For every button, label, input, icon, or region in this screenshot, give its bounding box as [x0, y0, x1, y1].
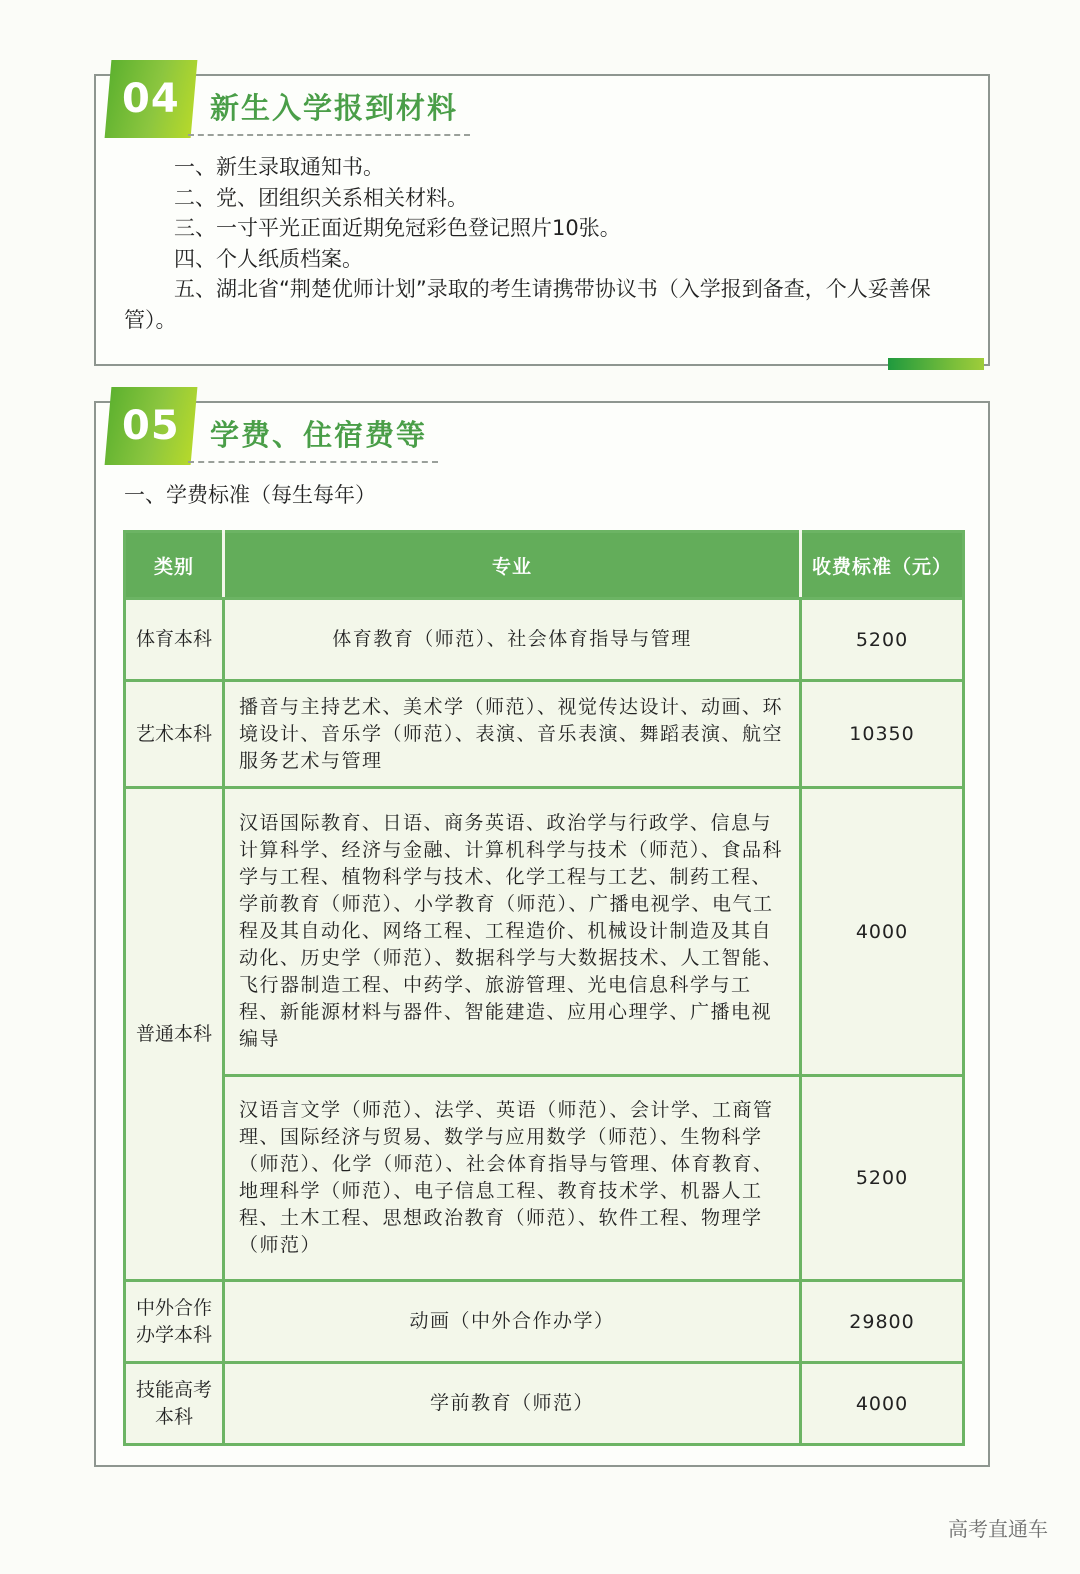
- tuition-subheading: 一、学费标准（每生每年）: [124, 483, 376, 507]
- list-item: 四、个人纸质档案。: [174, 246, 363, 271]
- fee-cell: 5200: [801, 599, 964, 681]
- section-number-badge: 04: [105, 60, 198, 138]
- header-major: 专业: [224, 532, 801, 599]
- table-row: [125, 1363, 964, 1445]
- list-item: 三、一寸平光正面近期免冠彩色登记照片10张。: [174, 216, 621, 240]
- category-cell: 艺术本科: [125, 681, 224, 788]
- materials-list: [124, 152, 964, 335]
- table-row: [125, 681, 964, 788]
- major-cell: 汉语言文学（师范）、法学、英语（师范）、会计学、工商管理、国际经济与贸易、数学与应用数学（师范）、生物科学（师范）、化学（师范）、社会体育指导与管理、体育教育、地理科学（师范）、电子信息工程、教育技术学、机器人工程、土木工程、思想政治教育（师范）、软件工程、物理学（师范）: [224, 1076, 801, 1281]
- section-title: 学费、住宿费等: [210, 418, 428, 452]
- dashed-divider: [188, 134, 470, 136]
- dashed-divider: [188, 461, 438, 463]
- section-number-badge: 05: [105, 387, 198, 465]
- major-cell: 体育教育（师范）、社会体育指导与管理: [224, 599, 801, 681]
- category-cell: 普通本科: [125, 788, 224, 1281]
- fee-cell: 5200: [801, 1076, 964, 1281]
- list-item: 一、新生录取通知书。: [174, 155, 384, 179]
- major-cell: 学前教育（师范）: [224, 1363, 801, 1445]
- category-cell: 技能高考本科: [125, 1363, 224, 1445]
- list-item: 五、湖北省“荆楚优师计划”录取的考生请携带协议书（入学报到备查，个人妥善保管）。: [124, 277, 931, 332]
- table-row: [125, 599, 964, 681]
- major-cell: 动画（中外合作办学）: [224, 1281, 801, 1363]
- header-category: 类别: [125, 532, 224, 599]
- table-row: [125, 1281, 964, 1363]
- fee-cell: 4000: [801, 788, 964, 1076]
- table-row: [125, 1076, 964, 1281]
- header-fee: 收费标准（元）: [801, 532, 964, 599]
- decorative-green-bar: [888, 358, 984, 370]
- fee-cell: 10350: [801, 681, 964, 788]
- fee-cell: 4000: [801, 1363, 964, 1445]
- section-title: 新生入学报到材料: [210, 91, 459, 125]
- section-05-card: [94, 401, 990, 1467]
- major-cell: 汉语国际教育、日语、商务英语、政治学与行政学、信息与计算科学、经济与金融、计算机科学与技术（师范）、食品科学与工程、植物科学与技术、化学工程与工艺、制药工程、学前教育（师范）、小学教育（师范）、广播电视学、电气工程及其自动化、网络工程、工程造价、机械设计制造及其自动化、历史学（师范）、数据科学与大数据技术、人工智能、飞行器制造工程、中药学、旅游管理、光电信息科学与工程、新能源材料与器件、智能建造、应用心理学、广播电视编导: [224, 788, 801, 1076]
- category-cell: 体育本科: [125, 599, 224, 681]
- tuition-table: [123, 530, 965, 1446]
- table-header-row: [125, 532, 964, 599]
- section-04-card: [94, 74, 990, 366]
- list-item: 二、党、团组织关系相关材料。: [174, 185, 468, 210]
- watermark-label: 高考直通车: [948, 1517, 1048, 1541]
- fee-cell: 29800: [801, 1281, 964, 1363]
- category-cell: 中外合作办学本科: [125, 1281, 224, 1363]
- table-row: [125, 788, 964, 1076]
- major-cell: 播音与主持艺术、美术学（师范）、视觉传达设计、动画、环境设计、音乐学（师范）、表演、音乐表演、舞蹈表演、航空服务艺术与管理: [224, 681, 801, 788]
